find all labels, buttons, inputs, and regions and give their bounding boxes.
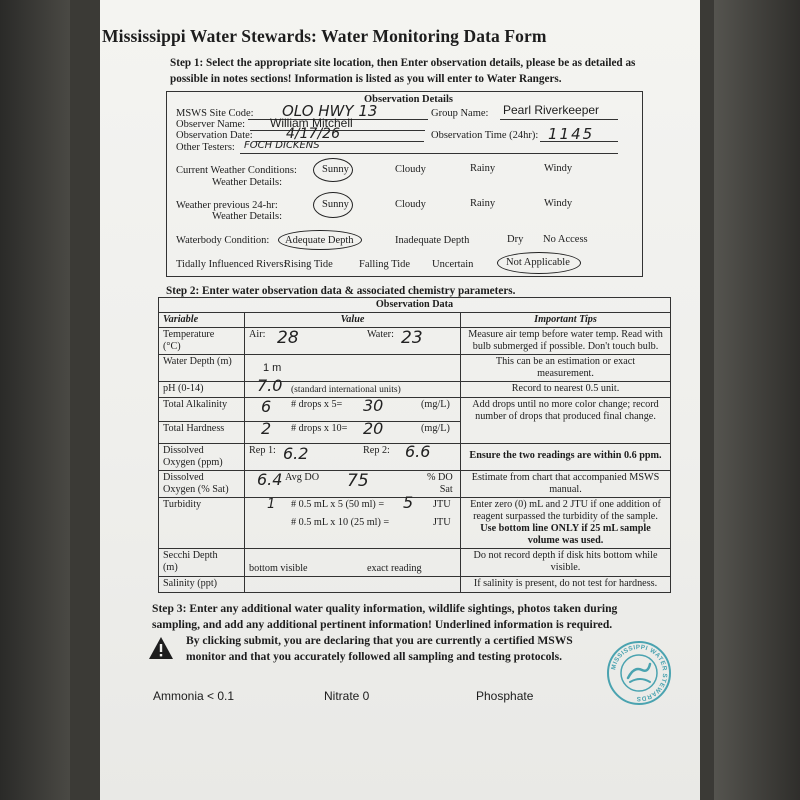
- water-temp-value[interactable]: 23: [401, 328, 423, 348]
- observation-time-field[interactable]: 1145: [548, 125, 595, 143]
- do-sat-label: Dissolved: [163, 472, 204, 483]
- tidal-rivers-label: Tidally Influenced Rivers:: [176, 259, 287, 270]
- other-testers-label: Other Testers:: [176, 142, 235, 153]
- phosphate-note: Phosphate: [476, 689, 534, 703]
- depth-tip-1: This can be an estimation or exact: [495, 356, 636, 367]
- secchi-bottom-visible[interactable]: bottom visible: [249, 563, 308, 574]
- alkalinity-multiplier: # drops x 5=: [291, 399, 343, 410]
- secchi-tip-2: visible.: [550, 562, 581, 573]
- step3-line1: Step 3: Enter any additional water quality information, wildlife sightings, photos taken during: [152, 602, 618, 615]
- svg-text:MISSISSIPPI WATER STEWARDS: MISSISSIPPI WATER STEWARDS: [610, 643, 669, 703]
- turbidity-formula-2: # 0.5 mL x 10 (25 ml) =: [291, 517, 390, 528]
- col-value: Value: [245, 313, 461, 328]
- current-weather-details-label: Weather Details:: [212, 177, 282, 188]
- do-ppm-label: Dissolved: [163, 445, 204, 456]
- current-weather-windy[interactable]: Windy: [544, 163, 573, 174]
- other-testers-field[interactable]: FOCH DICKENS: [244, 140, 320, 151]
- tidal-uncertain[interactable]: Uncertain: [432, 259, 474, 270]
- secchi-label: Secchi Depth: [163, 550, 218, 561]
- salinity-tip: If salinity is present, do not test for hardness.: [461, 577, 671, 593]
- alkalinity-drops[interactable]: 6: [261, 397, 272, 416]
- observation-details-heading: Observation Details: [364, 94, 453, 105]
- do-sat-value[interactable]: 75: [347, 471, 369, 491]
- current-weather-sunny[interactable]: Sunny: [322, 164, 349, 175]
- observer-name-label: Observer Name:: [176, 119, 246, 130]
- step2-heading: Step 2: Enter water observation data & associated chemistry parameters.: [166, 285, 516, 297]
- do-sat-tip-2: manual.: [549, 484, 582, 495]
- alkalinity-tip-1: Add drops until no more color change; record: [472, 399, 659, 410]
- table-row-turbidity: [159, 498, 671, 549]
- observation-time-label: Observation Time (24hr):: [431, 130, 539, 141]
- temperature-unit: (°C): [163, 341, 181, 352]
- air-temp-value[interactable]: 28: [277, 328, 299, 348]
- prev-weather-rainy[interactable]: Rainy: [470, 198, 496, 209]
- turbidity-r1[interactable]: 5: [403, 493, 414, 512]
- prev-weather-sunny[interactable]: Sunny: [322, 199, 349, 210]
- nitrate-note: Nitrate 0: [324, 689, 370, 703]
- observation-date-label: Observation Date:: [176, 130, 253, 141]
- do-sat-unit1: % DO: [427, 472, 453, 483]
- ph-note: (standard international units): [291, 385, 401, 395]
- col-tips: Important Tips: [461, 313, 671, 328]
- depth-value[interactable]: 1 m: [263, 362, 282, 374]
- depth-label: Water Depth (m): [159, 355, 245, 382]
- turbidity-label: Turbidity: [159, 498, 245, 549]
- table-row-depth: [159, 355, 671, 382]
- step3-instructions: [152, 601, 617, 633]
- ammonia-note: Ammonia < 0.1: [153, 689, 235, 703]
- table-row-do-ppm: [159, 444, 671, 471]
- temperature-tip-2: bulb submerged if possible. Don't touch bulb.: [472, 341, 659, 352]
- table-row-temperature: [159, 328, 671, 355]
- hardness-drops[interactable]: 2: [261, 419, 272, 438]
- site-code-field[interactable]: OLO HWY 13: [282, 102, 378, 120]
- table-row-secchi: [159, 549, 671, 577]
- alkalinity-result[interactable]: 30: [363, 396, 384, 415]
- alkalinity-label: Total Alkalinity: [159, 398, 245, 422]
- hardness-unit: (mg/L): [421, 423, 450, 434]
- hardness-multiplier: # drops x 10=: [291, 423, 348, 434]
- turbidity-tip-3: Use bottom line ONLY if 25 mL sample: [480, 523, 651, 534]
- turbidity-v1[interactable]: 1: [267, 497, 276, 512]
- waterbody-inadequate-depth[interactable]: Inadequate Depth: [395, 235, 470, 246]
- turbidity-tip-2: reagent surpassed the turbidity of the sample.: [473, 511, 658, 522]
- tidal-falling-tide[interactable]: Falling Tide: [359, 259, 411, 270]
- current-weather-label: Current Weather Conditions:: [176, 165, 297, 176]
- avg-do-value[interactable]: 6.4: [257, 470, 283, 489]
- hardness-label: Total Hardness: [159, 422, 245, 444]
- mississippi-water-stewards-logo: [606, 640, 672, 706]
- hardness-result[interactable]: 20: [363, 419, 384, 438]
- do-sat-unit: Oxygen (% Sat): [163, 484, 229, 495]
- air-label: Air:: [249, 329, 266, 340]
- site-code-label: MSWS Site Code:: [176, 108, 254, 119]
- observation-data-table: [158, 297, 671, 593]
- prev-weather-windy[interactable]: Windy: [544, 198, 573, 209]
- turbidity-unit-2: JTU: [433, 517, 451, 528]
- rep2-label: Rep 2:: [363, 445, 390, 456]
- depth-tip-2: measurement.: [537, 368, 594, 379]
- alkalinity-unit: (mg/L): [421, 399, 450, 410]
- form-title: Mississippi Water Stewards: Water Monitoring Data Form: [102, 26, 547, 46]
- step1-line2: possible in notes sections! Information is listed as you will enter to Water Rangers.: [170, 73, 562, 85]
- prev-weather-selection-circle: [313, 192, 353, 218]
- turbidity-tip-1: Enter zero (0) mL and 2 JTU if one addition of: [470, 499, 661, 510]
- temperature-tip-1: Measure air temp before water temp. Read with: [468, 329, 663, 340]
- waterbody-adequate-depth[interactable]: Adequate Depth: [285, 235, 354, 246]
- declaration-text: [186, 633, 573, 665]
- observation-data-heading: Observation Data: [159, 298, 671, 313]
- rep2-value[interactable]: 6.6: [405, 442, 431, 461]
- table-row-ph: [159, 382, 671, 398]
- waterbody-condition-label: Waterbody Condition:: [176, 235, 270, 246]
- group-name-label: Group Name:: [431, 108, 489, 119]
- declaration-line1: By clicking submit, you are declaring that you are currently a certified MSWS: [186, 634, 573, 647]
- rep1-value[interactable]: 6.2: [283, 444, 309, 463]
- warning-icon: [148, 636, 174, 660]
- ph-tip: Record to nearest 0.5 unit.: [461, 382, 671, 398]
- turbidity-unit-1: JTU: [433, 499, 451, 510]
- ph-label: pH (0-14): [159, 382, 245, 398]
- rep1-label: Rep 1:: [249, 445, 276, 456]
- turbidity-tip-4: volume was used.: [527, 535, 604, 546]
- table-row-alkalinity: [159, 398, 671, 422]
- background-right: [714, 0, 800, 800]
- table-row-salinity: [159, 577, 671, 593]
- step1-instructions: [170, 55, 635, 87]
- do-sat-unit2: Sat: [439, 484, 453, 495]
- tidal-selection-circle: [497, 252, 581, 274]
- secchi-exact-reading[interactable]: exact reading: [367, 563, 422, 574]
- col-variable: Variable: [159, 313, 245, 328]
- prev-weather-label: Weather previous 24-hr:: [176, 200, 278, 211]
- group-name-field[interactable]: Pearl Riverkeeper: [503, 103, 600, 117]
- do-ppm-unit: Oxygen (ppm): [163, 457, 223, 468]
- temperature-label: Temperature: [163, 329, 215, 340]
- water-label: Water:: [367, 329, 394, 340]
- prev-weather-cloudy[interactable]: Cloudy: [395, 199, 426, 210]
- current-weather-cloudy[interactable]: Cloudy: [395, 164, 426, 175]
- current-weather-selection-circle: [313, 158, 353, 182]
- tidal-rising-tide[interactable]: Rising Tide: [284, 259, 333, 270]
- alkalinity-tip-2: number of drops that produced final change.: [475, 411, 656, 422]
- secchi-unit: (m): [163, 562, 178, 573]
- do-ppm-tip: Ensure the two readings are within 0.6 ppm.: [461, 444, 671, 471]
- step1-line1: Step 1: Select the appropriate site location, then Enter observation details, please be as detailed as: [170, 57, 636, 69]
- salinity-label: Salinity (ppt): [159, 577, 245, 593]
- waterbody-dry[interactable]: Dry: [507, 234, 524, 245]
- ph-value[interactable]: 7.0: [257, 376, 283, 395]
- observer-name-field[interactable]: William Mitchell: [270, 116, 353, 130]
- observation-date-field[interactable]: 4/17/26: [286, 126, 340, 142]
- avg-do-label: Avg DO: [285, 472, 320, 483]
- do-sat-tip-1: Estimate from chart that accompanied MSWS: [471, 472, 660, 483]
- tidal-not-applicable[interactable]: Not Applicable: [506, 257, 570, 268]
- background-left: [0, 0, 70, 800]
- declaration-line2: monitor and that you accurately followed all sampling and testing protocols.: [186, 650, 563, 663]
- secchi-tip-1: Do not record depth if disk hits bottom while: [473, 550, 658, 561]
- table-row-do-sat: [159, 471, 671, 498]
- turbidity-formula-1: # 0.5 mL x 5 (50 ml) =: [291, 499, 385, 510]
- waterbody-no-access[interactable]: No Access: [543, 234, 588, 245]
- current-weather-rainy[interactable]: Rainy: [470, 163, 496, 174]
- step3-line2: sampling, and add any additional pertinent information! Underlined information is required.: [152, 618, 613, 631]
- prev-weather-details-label: Weather Details:: [212, 211, 282, 222]
- waterbody-selection-circle: [278, 230, 362, 250]
